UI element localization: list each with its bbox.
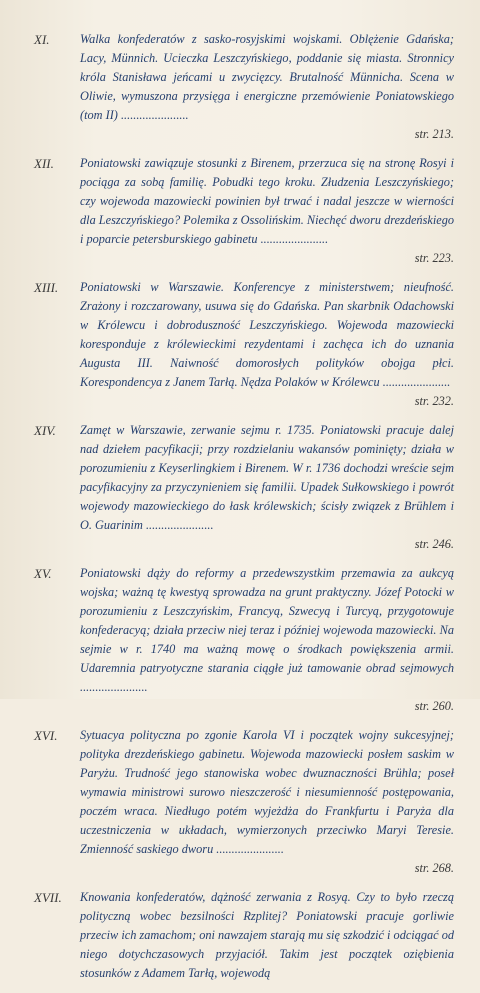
toc-entry-xv: [0, 564, 480, 716]
chapter-summary-text: Poniatowski zawiązuje stosunki z Birenem, przerzuca się na stronę Rosyi i pociąga za sobą familię. Pobudki tego kroku. Złudzenia Leszczyńskiego; czy wojewoda mazowiecki powinien był trwać i nadal jeszcze w wierności dla Leszczyńskiego? Polemika z Ossolińskim. Niechęć dworu drezdeńskiego i poparcie petersburskiego gabinetu: [80, 156, 454, 246]
chapter-summary: [80, 726, 454, 878]
chapter-summary: [80, 30, 454, 144]
chapter-number: XII.: [34, 156, 54, 171]
chapter-page: str. 223.: [414, 251, 454, 265]
chapter-page: str. 232.: [414, 394, 454, 408]
toc-entry-xvi: [0, 726, 480, 878]
chapter-number: XIV.: [34, 423, 56, 438]
chapter-page: str. 246.: [414, 537, 454, 551]
chapter-page: str. 213.: [414, 127, 454, 141]
chapter-leader: ......................: [145, 518, 214, 532]
chapter-number: XI.: [34, 32, 50, 47]
chapter-page: str. 268.: [414, 861, 454, 875]
chapter-number: XVI.: [34, 728, 58, 743]
chapter-number: XVII.: [34, 890, 62, 905]
chapter-number: XV.: [34, 566, 52, 581]
chapter-leader: ......................: [260, 232, 329, 246]
chapter-summary: [80, 154, 454, 268]
chapter-leader: ......................: [80, 680, 148, 694]
toc-entry-xii: [0, 154, 480, 268]
chapter-page: str. 260.: [414, 699, 454, 713]
table-of-contents: [0, 30, 480, 993]
chapter-leader: ......................: [216, 842, 284, 856]
chapter-summary: [80, 564, 454, 716]
toc-entry-xvii: [0, 888, 480, 983]
chapter-summary: [80, 421, 454, 554]
chapter-summary: [80, 888, 454, 983]
chapter-number: XIII.: [34, 280, 59, 295]
chapter-summary-text: Poniatowski dąży do reformy a przedewszystkim przemawia za aukcyą wojska; ważną tę kwestyą sprowadza na grunt praktyczny. Józef Potocki w porozumieniu z Leszczyńskim, Francyą, Szwecyą i Turcyą, przygotowuje konfederacyą; działa przeciw niej teraz i później wojewoda mazowiecki. Na sejmie w r. 1740 ma ważną mowę o środkach powiększenia armii. Udaremnia patryotyczne starania ciągłe już tamowanie obrad sejmowych: [80, 566, 454, 675]
chapter-summary: [80, 278, 454, 411]
chapter-summary-text: Zamęt w Warszawie, zerwanie sejmu r. 1735. Poniatowski pracuje dalej nad dziełem pacyfikacji; przy rozdzielaniu wakansów pominięty; działa w porozumieniu z Keyserlingkiem i Birenem. W r. 1736 dochodzi wreście sejm pacyfikacyjny za przyczynieniem się familii. Upadek Sułkowskiego i powrót wojewody mazowieckiego do łask królewskich; ścisły związek z Brühlem i O. Guarinim: [80, 423, 454, 532]
chapter-summary-text: Sytuacya polityczna po zgonie Karola VI i początek wojny sukcesyjnej; polityka drezdeńskiego gabinetu. Wojewoda mazowiecki posłem saskim w Paryżu. Trudność jego stanowiska wobec dwuznaczności Brühla; poseł wymawia ministrowi surowo nieszczerość i niesumienność postępowania, poczém wraca. Niedługo potém wyjeżdża do Frankfurtu i Paryża dla uczestniczenia w układach, wymierzonych przeciwko Maryi Teresie. Zmienność saskiego dworu: [80, 728, 454, 856]
chapter-leader: ......................: [120, 108, 189, 122]
toc-entry-xiii: [0, 278, 480, 411]
chapter-summary-text: Poniatowski w Warszawie. Konferencye z ministerstwem; nieufność. Zrażony i rozczarowany, usuwa się do Gdańska. Pan skarbnik Odachowski w Królewcu i dobroduszność Leszczyńskiego. Wojewoda mazowiecki koresponduje z królewieckimi rezydentami i zachęca ich do uznania Augusta III. Naiwność domorosłych polityków obojga płci. Korespondencya z Janem Tarłą. Nędza Polaków w Królewcu: [80, 280, 454, 389]
toc-entry-xiv: [0, 421, 480, 554]
chapter-summary-text: Knowania konfederatów, dążność zerwania z Rosyą. Czy to było rzeczą polityczną wobec bezsilności Rzplitej? Poniatowski pracuje gorliwie przeciw ich zamachom; oni nawzajem starają mu się szkodzić i odciągać od niego dotychczasowych przyjaciół. Takim jest początek oziębienia stosunków z Adamem Tarłą, wojewodą: [80, 890, 454, 980]
toc-entry-xi: [0, 30, 480, 144]
chapter-summary-text: Walka konfederatów z sasko-rosyjskimi wojskami. Oblężenie Gdańska; Lacy, Münnich. Ucieczka Leszczyńskiego, poddanie się miasta. Stronnicy króla Stanisława jeńcami u zwycięzcy. Brutalność Münnicha. Scena w Oliwie, wymuszona przysięga i energiczne przemówienie Poniatowskiego (tom II): [80, 32, 454, 122]
chapter-leader: ......................: [382, 375, 451, 389]
